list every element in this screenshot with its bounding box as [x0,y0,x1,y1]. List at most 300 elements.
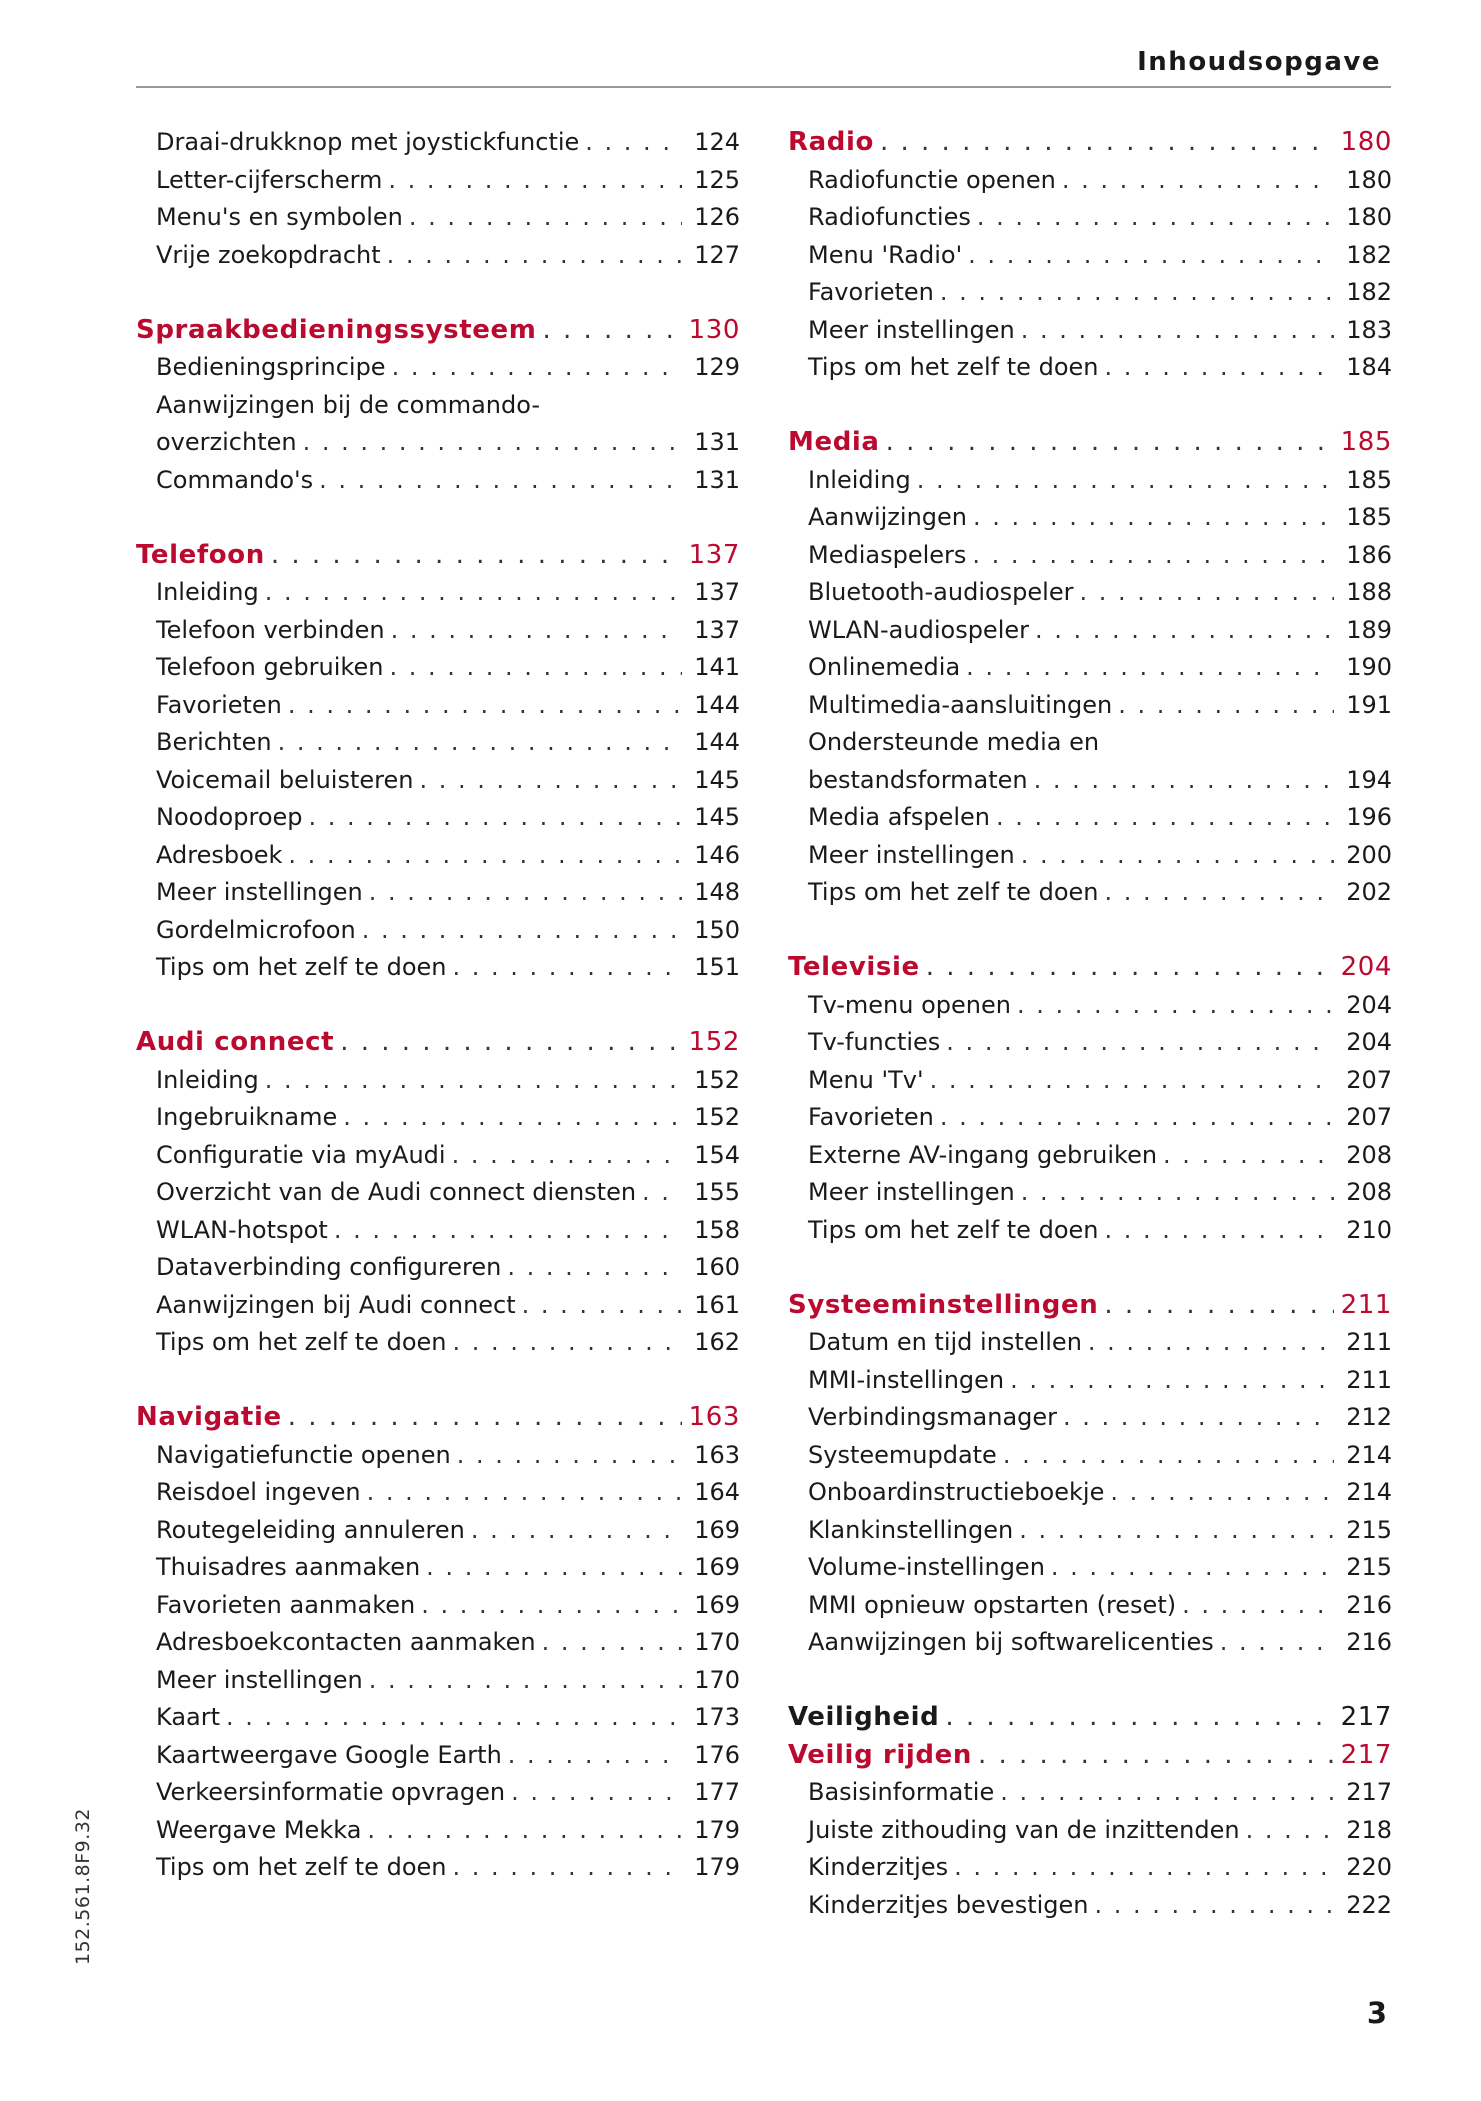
toc-page-number: 163 [688,1402,740,1432]
toc-page-number: 145 [694,803,740,831]
toc-entry-favorieten[interactable] [788,1099,1392,1137]
toc-entry-reisdoel-ingeven[interactable] [136,1474,740,1512]
toc-entry-label: Televisie [788,952,920,982]
page-number: 3 [1366,1996,1387,2030]
toc-entry-bluetooth-audiospeler[interactable] [788,574,1392,612]
toc-page-number: 207 [1346,1103,1392,1131]
toc-entry-label: Telefoon gebruiken [156,653,384,681]
toc-section [136,124,740,274]
toc-entry-label: Ingebruikname [156,1103,338,1131]
toc-entry-label: Radiofuncties [808,203,971,231]
toc-section [136,1399,740,1887]
dot-leader [1000,1774,1334,1812]
dot-leader [978,1737,1334,1775]
dot-leader [642,1174,682,1212]
toc-entry-ingebruikname[interactable] [136,1099,740,1137]
toc-entry-overzicht-van-de-audi-connect-diensten[interactable] [136,1174,740,1212]
toc-entry-label: Adresboekcontacten aanmaken [156,1628,536,1656]
toc-entry-tips-om-het-zelf-te-doen[interactable] [788,1212,1392,1250]
toc-entry-label: Onlinemedia [808,653,961,681]
dot-leader [334,1212,682,1250]
dot-leader [507,1249,682,1287]
dot-leader [265,1062,682,1100]
toc-entry-verkeersinformatie-opvragen[interactable] [136,1774,740,1812]
dot-leader [388,162,682,200]
toc-entry-label: Overzicht van de Audi connect diensten [156,1178,637,1206]
toc-heading-veilig-rijden[interactable] [788,1737,1392,1775]
toc-entry-label: Ondersteunde media en [808,728,1100,756]
toc-entry-label: Tips om het zelf te doen [156,953,447,981]
dot-leader [288,687,682,725]
toc-entry-tips-om-het-zelf-te-doen[interactable] [136,1849,740,1887]
toc-entry-label: Gordelmicrofoon [156,915,356,944]
toc-page-number: 152 [694,1103,740,1131]
toc-page-number: 212 [1346,1403,1392,1431]
toc-page-number: 208 [1346,1178,1392,1206]
dot-leader [1034,762,1334,800]
toc-page-number: 158 [694,1215,740,1244]
toc-entry-label: Aanwijzingen bij de commando- [156,390,541,419]
page-header-title: Inhoudsopgave [1137,47,1381,77]
toc-entry-label: WLAN-hotspot [156,1215,328,1244]
toc-entry-favorieten[interactable] [788,274,1392,312]
toc-page-number: 183 [1346,315,1392,344]
dot-leader [1003,1437,1334,1475]
toc-entry-onlinemedia[interactable] [788,649,1392,687]
dot-leader [511,1774,682,1812]
toc-entry-label: MMI opnieuw opstarten (reset) [808,1590,1177,1619]
toc-entry-volume-instellingen[interactable] [788,1549,1392,1587]
toc-entry-label: Letter-cijferscherm [156,165,383,194]
dot-leader [930,1062,1334,1100]
toc-entry-letter-cijferscherm[interactable] [136,162,740,200]
toc-entry-wlan-audiospeler[interactable] [788,612,1392,650]
toc-page-number: 182 [1346,278,1392,306]
toc-entry-label: Systeeminstellingen [788,1289,1099,1320]
toc-page-number: 126 [694,203,740,231]
toc-entry-label: Onboardinstructieboekje [808,1478,1105,1506]
toc-entry-mediaspelers[interactable] [788,537,1392,575]
toc-entry-label: Juiste zithouding van de inzittenden [808,1815,1240,1844]
dot-leader [946,1024,1334,1062]
dot-leader [1021,1174,1334,1212]
dot-leader [522,1287,682,1325]
toc-entry-label: Aanwijzingen bij Audi connect [156,1290,516,1319]
toc-entry-aanwijzingen-bij-de-commando[interactable] [136,387,740,425]
toc-entry-label: Berichten [156,728,272,756]
toc-page-number: 179 [694,1815,740,1844]
toc-entry-label: Favorieten [156,690,282,719]
toc-entry-label: Radiofunctie openen [808,165,1056,194]
toc-heading-radio[interactable] [788,124,1392,162]
dot-leader [452,1849,682,1887]
toc-entry-label: Veiligheid [788,1702,940,1732]
toc-entry-label: Media [788,427,880,457]
dot-leader [1079,574,1334,612]
toc-entry-label: Tips om het zelf te doen [808,878,1099,906]
dot-leader [369,874,682,912]
toc-entry-meer-instellingen[interactable] [136,874,740,912]
toc-page-number: 169 [694,1590,740,1619]
dot-leader [271,537,682,575]
toc-page-number: 144 [694,690,740,719]
dot-leader [1182,1587,1334,1625]
toc-entry-meer-instellingen[interactable] [788,312,1392,350]
toc-entry-draai-drukknop-met-joystickfunctie[interactable] [136,124,740,162]
toc-entry-label: Menu 'Radio' [808,240,963,269]
dot-leader [471,1512,682,1550]
toc-page-number: 129 [694,353,740,381]
toc-page-number: 124 [694,128,740,156]
dot-leader [973,499,1334,537]
toc-heading-media[interactable] [788,424,1392,462]
dot-leader [1021,837,1334,875]
toc-entry-label: bestandsformaten [808,765,1028,794]
toc-entry-label: Inleiding [808,465,911,494]
toc-section [136,537,740,987]
toc-entry-telefoon-verbinden[interactable] [136,612,740,650]
toc-entry-radiofuncties[interactable] [788,199,1392,237]
dot-leader [367,1474,682,1512]
dot-leader [886,424,1334,462]
toc-page-number: 208 [1346,1140,1392,1169]
toc-entry-gordelmicrofoon[interactable] [136,912,740,950]
toc-heading-telefoon[interactable] [136,537,740,575]
toc-entry-label: Veilig rijden [788,1739,972,1770]
dot-leader [340,1024,682,1062]
toc-entry-label: Routegeleiding annuleren [156,1515,465,1544]
toc-entry-label: Kinderzitjes bevestigen [808,1890,1089,1919]
dot-leader [1110,1474,1334,1512]
dot-leader [966,649,1334,687]
toc-entry-label: Menu 'Tv' [808,1065,924,1094]
toc-entry-label: Tips om het zelf te doen [808,353,1099,381]
toc-heading-navigatie[interactable] [136,1399,740,1437]
toc-entry-telefoon-gebruiken[interactable] [136,649,740,687]
toc-page-number: 152 [694,1065,740,1094]
toc-entry-systeemupdate[interactable] [788,1437,1392,1475]
toc-entry-meer-instellingen[interactable] [788,1174,1392,1212]
toc-entry-label: Dataverbinding configureren [156,1253,502,1281]
dot-leader [452,949,682,987]
toc-page-number: 194 [1346,765,1392,794]
toc-page-number: 170 [694,1665,740,1694]
toc-entry-label: Inleiding [156,578,259,606]
toc-page-number: 185 [1340,427,1392,457]
toc-page-number: 141 [694,653,740,681]
toc-entry-vrije-zoekopdracht[interactable] [136,237,740,275]
dot-leader [542,1624,682,1662]
toc-entry-routegeleiding-annuleren[interactable] [136,1512,740,1550]
dot-leader [1010,1362,1334,1400]
toc-entry-media-afspelen[interactable] [788,799,1392,837]
toc-entry-dataverbinding-configureren[interactable] [136,1249,740,1287]
toc-entry-menu-tv[interactable] [788,1062,1392,1100]
toc-entry-verbindingsmanager[interactable] [788,1399,1392,1437]
toc-entry-basisinformatie[interactable] [788,1774,1392,1812]
toc-entry-thuisadres-aanmaken[interactable] [136,1549,740,1587]
toc-entry-label: Telefoon verbinden [156,615,385,644]
toc-page-number: 162 [694,1328,740,1356]
toc-entry-label: Externe AV-ingang gebruiken [808,1140,1158,1169]
dot-leader [1246,1812,1334,1850]
toc-entry-label: Favorieten [808,278,934,306]
toc-page-number: 160 [694,1253,740,1281]
toc-entry-aanwijzingen-bij-audi-connect[interactable] [136,1287,740,1325]
toc-entry-navigatiefunctie-openen[interactable] [136,1437,740,1475]
toc-entry-label: Datum en tijd instellen [808,1328,1082,1356]
toc-entry-externe-av-ingang-gebruiken[interactable] [788,1137,1392,1175]
dot-leader [367,1812,682,1850]
dot-leader [226,1699,682,1737]
toc-page-number: 202 [1346,878,1392,906]
toc-page-number: 130 [688,314,740,345]
toc-entry-multimedia-aansluitingen[interactable] [788,687,1392,725]
toc-entry-menu-radio[interactable] [788,237,1392,275]
toc-page-number: 150 [694,915,740,944]
toc-entry-label: Weergave Mekka [156,1815,362,1844]
toc-heading-veiligheid[interactable] [788,1699,1392,1737]
toc-entry-label: Favorieten [808,1103,934,1131]
toc-entry-inleiding[interactable] [136,574,740,612]
toc-page-number: 211 [1346,1365,1392,1394]
toc-entry-label: Thuisadres aanmaken [156,1553,421,1581]
dot-leader [389,649,682,687]
dot-leader [940,274,1334,312]
toc-page-number: 182 [1346,240,1392,269]
toc-page-number: 176 [694,1740,740,1769]
toc-page-number: 180 [1346,203,1392,231]
toc-entry-label: Meer instellingen [808,315,1015,344]
toc-entry-label: Meer instellingen [156,1665,363,1694]
dot-leader [1104,1287,1334,1325]
toc-entry-bestandsformaten[interactable] [788,762,1392,800]
dot-leader [391,612,682,650]
toc-page-number: 154 [694,1140,740,1169]
dot-leader [1063,1399,1334,1437]
toc-entry-berichten[interactable] [136,724,740,762]
dot-leader [1062,162,1334,200]
toc-page-number: 151 [694,953,740,981]
toc-entry-datum-en-tijd-instellen[interactable] [788,1324,1392,1362]
toc-page-number: 204 [1340,952,1392,982]
dot-leader [409,199,682,237]
toc-page-number: 214 [1346,1478,1392,1506]
toc-page-number: 131 [694,465,740,494]
toc-entry-tips-om-het-zelf-te-doen[interactable] [788,874,1392,912]
toc-entry-label: Configuratie via myAudi [156,1140,446,1169]
dot-leader [1118,687,1334,725]
toc-page-number: 169 [694,1553,740,1581]
toc-entry-mmi-instellingen[interactable] [788,1362,1392,1400]
toc-entry-tips-om-het-zelf-te-doen[interactable] [788,349,1392,387]
dot-leader [1220,1624,1334,1662]
toc-entry-label: Vrije zoekopdracht [156,240,381,269]
toc-entry-label: Menu's en symbolen [156,203,403,231]
toc-page-number: 161 [694,1290,740,1319]
toc-page-number: 152 [688,1027,740,1057]
toc-entry-mmi-opnieuw-opstarten-reset[interactable] [788,1587,1392,1625]
toc-page-number: 148 [694,878,740,906]
toc-entry-adresboek[interactable] [136,837,740,875]
toc-entry-noodoproep[interactable] [136,799,740,837]
toc-page-number: 163 [694,1440,740,1469]
toc-entry-favorieten-aanmaken[interactable] [136,1587,740,1625]
toc-entry-menu-s-en-symbolen[interactable] [136,199,740,237]
toc-entry-tips-om-het-zelf-te-doen[interactable] [136,949,740,987]
toc-entry-meer-instellingen[interactable] [136,1662,740,1700]
toc-page-number: 190 [1346,653,1392,681]
toc-entry-label: Aanwijzingen [808,503,967,531]
toc-section [788,949,1392,1249]
toc-heading-spraakbedieningssysteem[interactable] [136,312,740,350]
toc-entry-label: overzichten [156,428,297,456]
toc-page-number: 222 [1346,1890,1392,1919]
dot-leader [392,349,682,387]
toc-entry-aanwijzingen-bij-softwarelicenties[interactable] [788,1624,1392,1662]
toc-page-number: 155 [694,1178,740,1206]
toc-page-number: 216 [1346,1628,1392,1656]
toc-entry-kinderzitjes[interactable] [788,1849,1392,1887]
toc-entry-label: Spraakbedieningssysteem [136,314,537,345]
dot-leader [1019,1512,1334,1550]
toc-entry-label: Verbindingsmanager [808,1403,1058,1431]
toc-section [788,1699,1392,1924]
dot-leader [1051,1549,1334,1587]
toc-page-number: 215 [1346,1515,1392,1544]
dot-leader [1088,1324,1334,1362]
toc-entry-commando-s[interactable] [136,462,740,500]
toc-page-number: 215 [1346,1553,1392,1581]
toc-entry-label: Navigatiefunctie openen [156,1440,451,1469]
toc-entry-radiofunctie-openen[interactable] [788,162,1392,200]
dot-leader [1035,612,1334,650]
toc-entry-weergave-mekka[interactable] [136,1812,740,1850]
dot-leader [977,199,1334,237]
toc-left-column [136,124,740,1924]
toc-entry-label: Commando's [156,465,314,494]
toc-section [788,124,1392,387]
dot-leader [926,949,1334,987]
toc-section [788,424,1392,912]
dot-leader [387,237,682,275]
document-code: 152.561.8F9.32 [72,1808,94,1965]
toc-entry-overzichten[interactable] [136,424,740,462]
toc-entry-label: Telefoon [136,539,265,570]
dot-leader [1021,312,1334,350]
dot-leader [1017,987,1334,1025]
dot-leader [369,1662,682,1700]
toc-heading-audi-connect[interactable] [136,1024,740,1062]
toc-entry-label: MMI-instellingen [808,1365,1005,1394]
toc-entry-configuratie-via-myaudi[interactable] [136,1137,740,1175]
toc-section [788,1287,1392,1662]
toc-page-number: 200 [1346,840,1392,869]
dot-leader [288,837,682,875]
dot-leader [996,799,1334,837]
toc-entry-label: Kaartweergave Google Earth [156,1740,502,1769]
dot-leader [1095,1887,1335,1925]
toc-entry-juiste-zithouding-van-de-inzittenden[interactable] [788,1812,1392,1850]
toc-entry-kaart[interactable] [136,1699,740,1737]
toc-entry-label: Reisdoel ingeven [156,1478,361,1506]
toc-entry-inleiding[interactable] [788,462,1392,500]
toc-entry-adresboekcontacten-aanmaken[interactable] [136,1624,740,1662]
toc-page-number: 127 [694,240,740,269]
toc-section [136,312,740,500]
toc-page-number: 186 [1346,540,1392,569]
toc-page-number: 185 [1346,465,1392,494]
toc-entry-label: Volume-instellingen [808,1553,1045,1581]
dot-leader [940,1099,1334,1137]
toc-entry-label: Noodoproep [156,803,303,831]
toc-entry-bedieningsprincipe[interactable] [136,349,740,387]
toc-page-number: 217 [1340,1739,1392,1770]
toc-entry-meer-instellingen[interactable] [788,837,1392,875]
toc-entry-tv-menu-openen[interactable] [788,987,1392,1025]
toc-page-number: 217 [1346,1778,1392,1806]
dot-leader [421,1587,682,1625]
toc-entry-voicemail-beluisteren[interactable] [136,762,740,800]
toc-entry-favorieten[interactable] [136,687,740,725]
toc-entry-ondersteunde-media-en[interactable] [788,724,1392,762]
toc-page-number: 164 [694,1478,740,1506]
toc-entry-inleiding[interactable] [136,1062,740,1100]
toc-entry-label: WLAN-audiospeler [808,615,1029,644]
dot-leader [362,912,682,950]
toc-page-number: 137 [694,615,740,644]
toc-page-number: 177 [694,1778,740,1806]
toc-entry-label: Tips om het zelf te doen [156,1328,447,1356]
toc-heading-televisie[interactable] [788,949,1392,987]
toc-right-column [788,124,1392,1962]
header-divider [136,86,1391,88]
toc-entry-kaartweergave-google-earth[interactable] [136,1737,740,1775]
toc-entry-label: Aanwijzingen bij softwarelicenties [808,1628,1214,1656]
toc-entry-kinderzitjes-bevestigen[interactable] [788,1887,1392,1925]
toc-entry-label: Basisinformatie [808,1778,995,1806]
toc-entry-label: Meer instellingen [156,878,363,906]
toc-page-number: 146 [694,840,740,869]
dot-leader [426,1549,682,1587]
dot-leader [945,1699,1334,1737]
toc-entry-label: Navigatie [136,1402,282,1432]
toc-heading-systeeminstellingen[interactable] [788,1287,1392,1325]
dot-leader [1104,1212,1334,1250]
toc-section [136,1024,740,1362]
toc-entry-wlan-hotspot[interactable] [136,1212,740,1250]
toc-page-number: 214 [1346,1440,1392,1469]
toc-entry-label: Tips om het zelf te doen [156,1853,447,1881]
toc-entry-tv-functies[interactable] [788,1024,1392,1062]
toc-page-number: 125 [694,165,740,194]
dot-leader [1163,1137,1334,1175]
toc-entry-onboardinstructieboekje[interactable] [788,1474,1392,1512]
toc-entry-label: Tv-menu openen [808,990,1011,1019]
toc-page-number: 185 [1346,503,1392,531]
toc-page-number: 189 [1346,615,1392,644]
toc-entry-tips-om-het-zelf-te-doen[interactable] [136,1324,740,1362]
toc-entry-aanwijzingen[interactable] [788,499,1392,537]
toc-page-number: 180 [1346,165,1392,194]
toc-entry-label: Klankinstellingen [808,1515,1014,1544]
toc-entry-label: Meer instellingen [808,1178,1015,1206]
dot-leader [452,1324,682,1362]
toc-page-number: 131 [694,428,740,456]
toc-page-number: 144 [694,728,740,756]
toc-page-number: 180 [1340,127,1392,157]
toc-entry-klankinstellingen[interactable] [788,1512,1392,1550]
